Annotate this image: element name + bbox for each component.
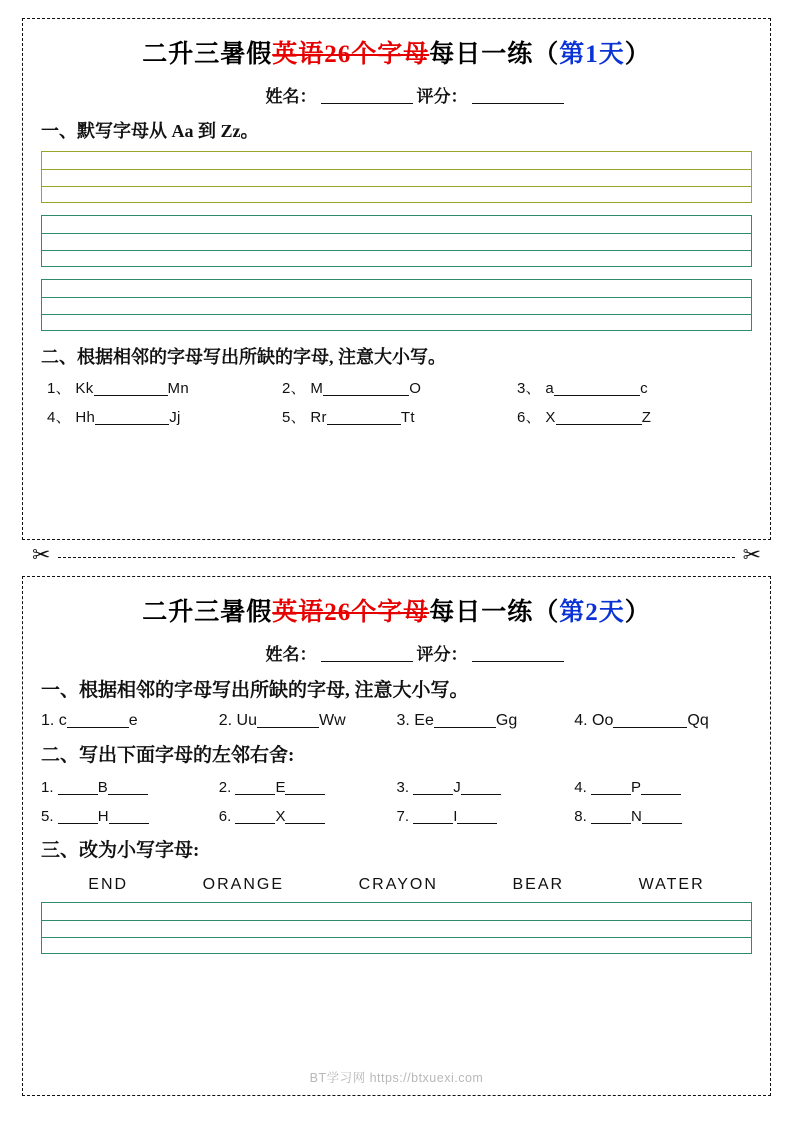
item-after: Z (641, 409, 652, 427)
uppercase-word-list (51, 876, 742, 894)
item-after: Ww (319, 712, 346, 730)
item-number: 1. (41, 779, 54, 797)
score-label: 评分： (416, 87, 468, 107)
writing-stave-3[interactable] (41, 279, 752, 331)
item-before: Hh (75, 409, 96, 427)
item-number: 8. (574, 808, 587, 826)
answer-blank[interactable] (323, 395, 409, 396)
cut-line-divider (22, 540, 771, 576)
item-number: 7. (396, 808, 410, 826)
word-item: END (88, 876, 129, 894)
stave-line (42, 920, 751, 921)
item-letter: H (97, 808, 109, 826)
section-heading-1-day2: 一、根据相邻的字母写出所缺的字母, 注意大小写。 (41, 680, 469, 702)
word-item: WATER (638, 876, 705, 894)
answer-blank-right[interactable] (285, 823, 325, 824)
item-after: O (409, 380, 422, 398)
worksheet-card-day1 (22, 18, 771, 540)
word-item: CRAYON (358, 876, 438, 894)
item-before: M (310, 380, 324, 398)
neighbor-item-3 (397, 712, 575, 730)
name-score-row-day2 (41, 640, 752, 665)
writing-stave-2[interactable] (41, 215, 752, 267)
dashed-cut-line (58, 557, 735, 558)
answer-blank[interactable] (257, 727, 319, 728)
neighbor-item-4 (574, 712, 752, 730)
answer-blank[interactable] (556, 424, 642, 425)
answer-blank-right[interactable] (108, 794, 148, 795)
answer-blank[interactable] (94, 395, 168, 396)
surround-row-1 (41, 779, 752, 796)
item-before: c (58, 712, 67, 730)
title-struck-text: 英语26个字母 (272, 41, 430, 68)
answer-blank[interactable] (613, 727, 687, 728)
item-letter: P (630, 779, 641, 797)
item-number: 3. (396, 712, 410, 730)
neighbor-item-2 (219, 712, 397, 730)
section-heading-3-day2: 三、改为小写字母: (41, 840, 200, 862)
title-struck-text: 英语26个字母 (272, 599, 430, 626)
answer-blank-left[interactable] (591, 794, 631, 795)
item-number: 5、 (282, 409, 306, 427)
title-prefix: 二升三暑假 (142, 41, 273, 68)
neighbor-item-1 (41, 712, 219, 730)
item-number: 4、 (47, 409, 71, 427)
neighbor-item-5 (282, 406, 517, 427)
title-tail: ） (624, 41, 651, 68)
item-before: a (545, 380, 555, 398)
section-heading-1-day1: 一、默写字母从 Aa 到 Zz。 (41, 121, 259, 142)
scissors-icon: ✂ (32, 542, 51, 567)
stave-line (42, 314, 751, 315)
item-before: Rr (310, 409, 327, 427)
surround-item-6 (219, 808, 397, 825)
item-number: 1、 (47, 380, 71, 398)
section-heading-2-day2: 二、写出下面字母的左邻右舍: (41, 745, 295, 767)
stave-line (42, 937, 751, 938)
title-tail: ） (624, 599, 651, 626)
worksheet-card-day2 (22, 576, 771, 1096)
title-day-badge: 第2天 (559, 599, 625, 626)
item-number: 1. (41, 712, 55, 730)
neighbor-row-2 (41, 406, 752, 427)
stave-line (42, 169, 751, 170)
answer-blank-right[interactable] (457, 823, 497, 824)
answer-blank-left[interactable] (413, 794, 453, 795)
item-number: 5. (41, 808, 54, 826)
answer-blank[interactable] (67, 727, 129, 728)
title-prefix: 二升三暑假 (142, 599, 273, 626)
answer-blank-left[interactable] (591, 823, 631, 824)
item-before: Kk (75, 380, 94, 398)
score-input-line[interactable] (472, 661, 564, 662)
word-item: BEAR (512, 876, 565, 894)
answer-blank-right[interactable] (285, 794, 325, 795)
stave-line (42, 297, 751, 298)
neighbor-item-1 (41, 377, 282, 398)
item-number: 3、 (517, 380, 541, 398)
item-letter: I (453, 808, 458, 826)
scissors-icon: ✂ (742, 542, 761, 567)
item-number: 4. (574, 712, 588, 730)
surround-item-5 (41, 808, 219, 825)
title-day-badge: 第1天 (559, 41, 625, 68)
stave-line (42, 233, 751, 234)
answer-blank[interactable] (327, 424, 401, 425)
item-before: Uu (236, 712, 257, 730)
name-score-row-day1 (41, 82, 752, 107)
surround-item-4 (574, 779, 752, 796)
score-input-line[interactable] (472, 103, 564, 104)
item-after: Tt (400, 409, 415, 427)
item-before: X (545, 409, 556, 427)
name-input-line[interactable] (321, 661, 413, 662)
word-item: ORANGE (202, 876, 285, 894)
item-letter: J (453, 779, 461, 797)
writing-stave-4[interactable] (41, 902, 752, 954)
item-number: 2、 (282, 380, 306, 398)
answer-blank-left[interactable] (235, 823, 275, 824)
item-before: Oo (592, 712, 614, 730)
worksheet-title-day2 (41, 597, 752, 628)
answer-blank-right[interactable] (641, 794, 681, 795)
neighbor-item-6 (517, 406, 752, 427)
neighbor-item-2 (282, 377, 517, 398)
item-letter: E (275, 779, 286, 797)
surround-row-2 (41, 808, 752, 825)
title-suffix: 每日一练（ (429, 41, 560, 68)
answer-blank[interactable] (95, 424, 169, 425)
title-suffix: 每日一练（ (429, 599, 560, 626)
answer-blank-right[interactable] (109, 823, 149, 824)
watermark: BT学习网 https://btxuexi.com (309, 1071, 484, 1085)
surround-item-8 (574, 808, 752, 825)
surround-item-1 (41, 779, 219, 796)
item-number: 6、 (517, 409, 541, 427)
surround-item-7 (397, 808, 575, 825)
answer-blank-right[interactable] (642, 823, 682, 824)
section-heading-2-day1: 二、根据相邻的字母写出所缺的字母, 注意大小写。 (41, 347, 446, 368)
name-label: 姓名： (265, 645, 317, 665)
answer-blank-left[interactable] (413, 823, 453, 824)
surround-item-3 (397, 779, 575, 796)
name-input-line[interactable] (321, 103, 413, 104)
answer-blank[interactable] (434, 727, 496, 728)
item-after: e (128, 712, 138, 730)
item-before: Ee (414, 712, 434, 730)
answer-blank-left[interactable] (58, 794, 98, 795)
answer-blank-left[interactable] (58, 823, 98, 824)
item-number: 6. (218, 808, 232, 826)
answer-blank-right[interactable] (461, 794, 501, 795)
item-number: 2. (218, 712, 233, 730)
stave-line (42, 250, 751, 251)
item-after: Jj (169, 409, 181, 427)
stave-line (42, 186, 751, 187)
neighbor-row-day2 (41, 712, 752, 730)
item-letter: N (630, 808, 642, 826)
item-number: 4. (574, 779, 587, 797)
item-after: Gg (495, 712, 518, 730)
surround-item-2 (219, 779, 397, 796)
item-letter: B (97, 779, 108, 797)
name-label: 姓名： (265, 87, 317, 107)
worksheet-title-day1 (41, 39, 752, 70)
item-number: 2. (218, 779, 232, 797)
writing-stave-1[interactable] (41, 151, 752, 203)
item-after: Qq (687, 712, 709, 730)
neighbor-item-4 (41, 406, 282, 427)
item-number: 3. (396, 779, 410, 797)
item-after: Mn (167, 380, 189, 398)
answer-blank[interactable] (554, 395, 640, 396)
item-letter: X (275, 808, 286, 826)
neighbor-row-1 (41, 377, 752, 398)
score-label: 评分： (416, 645, 468, 665)
item-after: c (640, 380, 648, 398)
answer-blank-left[interactable] (235, 794, 275, 795)
neighbor-item-3 (517, 377, 752, 398)
